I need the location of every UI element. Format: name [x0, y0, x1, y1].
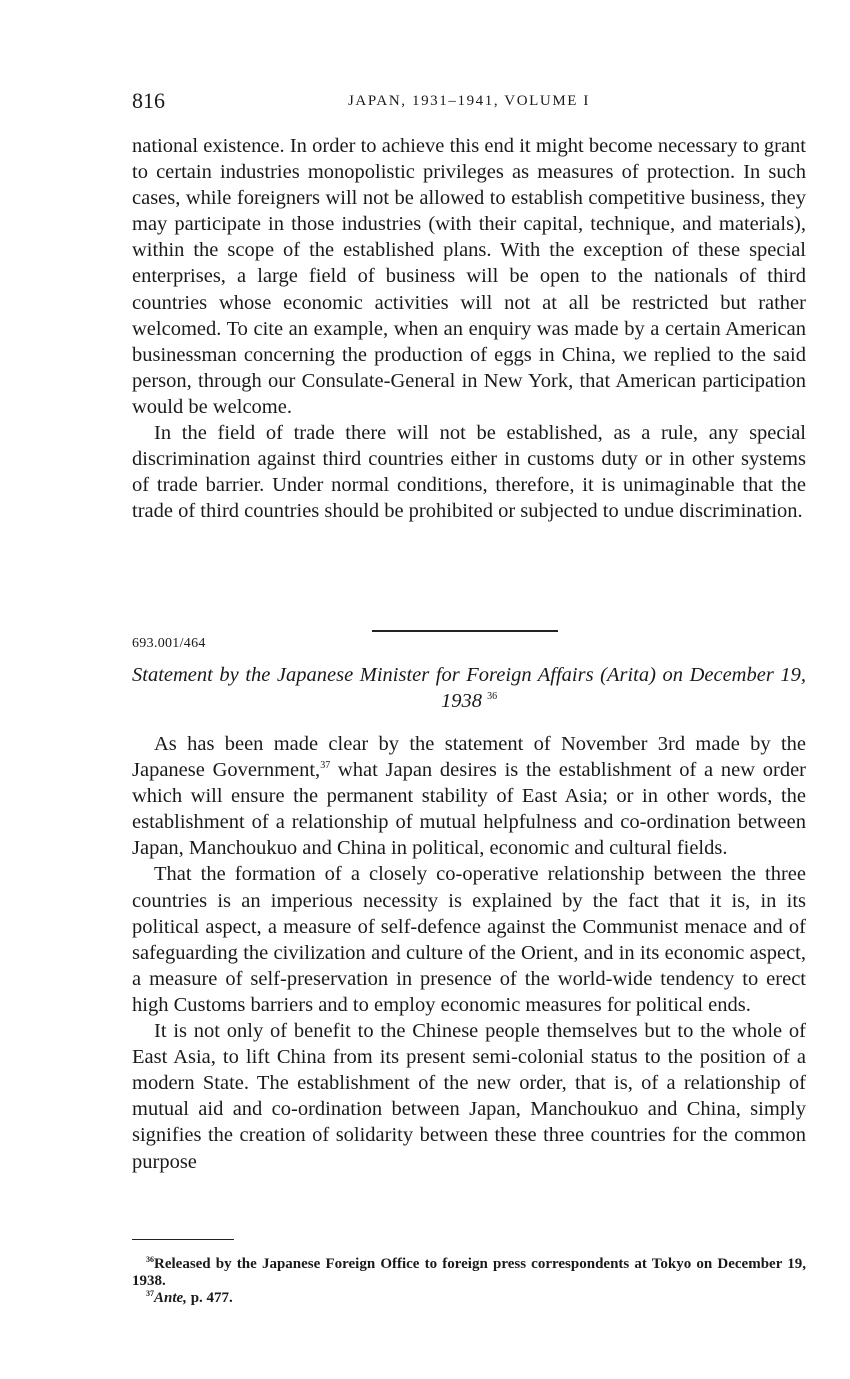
paragraph-continued: national existence. In order to achieve this end it might become necessary to grant to certain industries monopolistic privileges as measures of protection. In such cases, while foreigners will not be allowed to establish competitive business, they may participate in those industries (with their capital, technique, and materials), within the scope of the established plans. With the exception of these special enterprises, a large field of business will be open to the nationals of third countries whose economic activities will not at all be restricted but rather welcomed. To cite an example, when an enquiry was made by a certain American businessman concerning the production of eggs in China, we replied to the said person, through our Consulate-General in New York, that American participation would be welcome. — [132, 135, 806, 418]
document-title-text: Statement by the Japanese Minister for Foreign Affairs (Arita) on December 19, 1938 — [132, 664, 806, 712]
running-title: JAPAN, 1931–1941, VOLUME I — [347, 93, 591, 109]
section-divider — [372, 630, 558, 632]
footnote-ref-37: 37 — [320, 760, 331, 772]
footnote-divider — [132, 1239, 234, 1240]
footnote-36 — [132, 1256, 806, 1290]
footnotes — [132, 1256, 806, 1307]
page-number: 816 — [132, 88, 165, 113]
paragraph-text: As has been made clear by the statement of November 3rd made by the Japanese Government, — [132, 733, 806, 782]
footnote-ante: Ante, — [154, 1290, 187, 1306]
title-footnote-ref: 36 — [487, 691, 498, 703]
document-title — [132, 662, 806, 714]
footnote-text: Released by the Japanese Foreign Office to foreign press correspondents at Tokyo on December 19, 1938. — [132, 1256, 806, 1289]
paragraph-cooperation: That the formation of a closely co-operative relationship between the three countries is an imperious necessity is explained by the fact that it is, in its political aspect, a measure of self-defence against the Communist menace and of safeguarding the civilization and culture of the Orient, and in its economic aspect, a measure of self-preservation in presence of the world-wide tendency to erect high Customs barriers and to employ economic measures for political ends. — [132, 863, 806, 1016]
paragraph-new-order — [132, 731, 806, 861]
page-header — [132, 88, 806, 118]
paragraph-trade: In the field of trade there will not be established, as a rule, any special discrimination against third countries either in customs duty or in other systems of trade barrier. Under normal conditions, therefore, it is unimaginable that the trade of third countries should be prohibited or subjected to undue discrimination. — [132, 422, 806, 523]
continued-text-block — [132, 133, 806, 524]
paragraph-benefit: It is not only of benefit to the Chinese people themselves but to the whole of East Asia, to lift China from its present semi-colonial status to the position of a modern State. The establishment of the new order, that is, of a relationship of mutual aid and co-ordination between Japan, Manchoukuo and China, simply signifies the creation of solidarity between these three countries for the common purpose — [132, 1020, 806, 1173]
footnote-number: 37 — [146, 1289, 154, 1298]
statement-text-block — [132, 731, 806, 1175]
paragraph-text: what Japan desires is the establishment of a new order which will ensure the permanent stability of East Asia; or in other words, the establishment of a relationship of mutual helpfulness and co-ordination between Japan, Manchoukuo and China in political, economic and cultural fields. — [132, 759, 806, 860]
footnote-37 — [132, 1290, 806, 1307]
footnote-text: p. 477. — [186, 1290, 233, 1306]
file-number: 693.001/464 — [132, 636, 206, 651]
footnote-number: 36 — [146, 1255, 154, 1264]
